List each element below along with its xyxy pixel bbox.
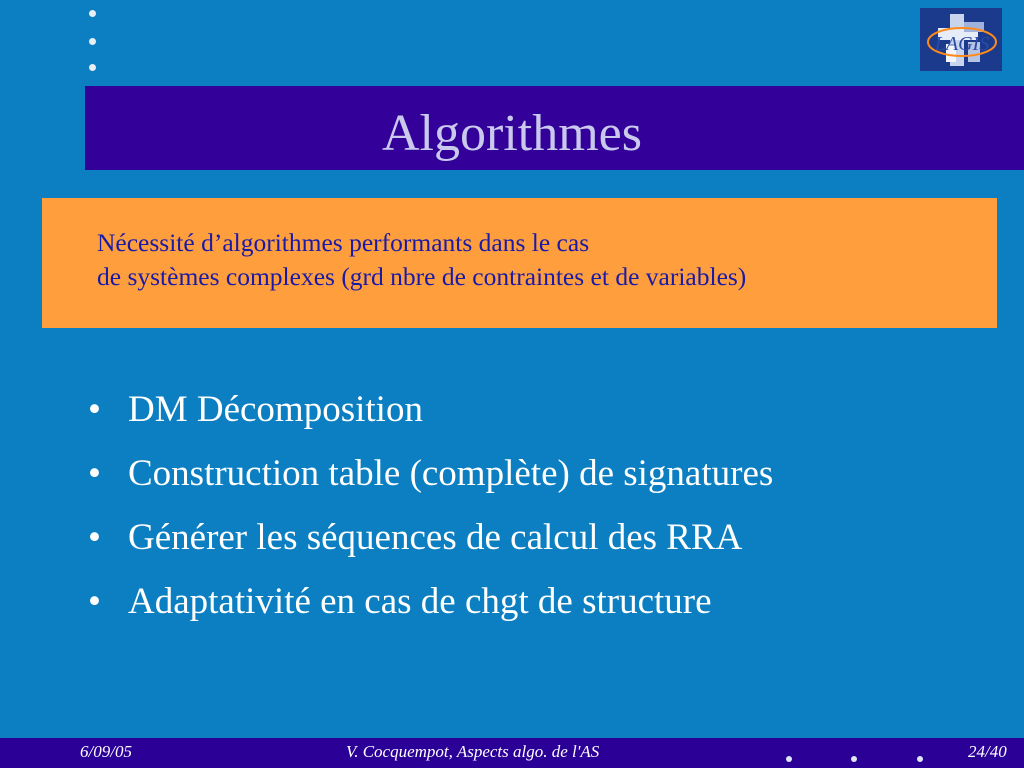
dot-icon: [917, 756, 923, 762]
footer-date: 6/09/05: [80, 742, 132, 761]
bullet-icon: •: [88, 517, 101, 558]
list-item-text: Construction table (complète) de signatures: [128, 453, 774, 494]
lagis-logo-icon: [920, 8, 1002, 71]
list-item-text: DM Décomposition: [128, 389, 423, 430]
callout-box: [42, 198, 997, 328]
list-item-text: Générer les séquences de calcul des RRA: [128, 517, 743, 558]
callout-line-1: Nécessité d’algorithmes performants dans le cas: [97, 228, 590, 257]
dot-icon: [89, 38, 96, 45]
bullet-icon: •: [88, 389, 101, 430]
callout-line-2: de systèmes complexes (grd nbre de contraintes et de variables): [97, 262, 747, 291]
logo-graphic: [920, 8, 1002, 71]
list-item: [88, 388, 773, 452]
list-item-text: Adaptativité en cas de chgt de structure: [128, 581, 712, 622]
dot-icon: [786, 756, 792, 762]
svg-text:LAGIS: LAGIS: [934, 33, 990, 55]
dot-icon: [89, 10, 96, 17]
list-item: [88, 580, 773, 644]
bullet-icon: •: [88, 581, 101, 622]
footer-author: V. Cocquempot, Aspects algo. de l'AS: [346, 742, 600, 761]
bullet-icon: •: [88, 453, 101, 494]
slide-title: Algorithmes: [382, 105, 642, 162]
dot-icon: [89, 64, 96, 71]
list-item: [88, 516, 773, 580]
bullet-list: [88, 388, 773, 644]
footer-bar: [0, 738, 1024, 768]
list-item: [88, 452, 773, 516]
decorative-dots-top: [89, 10, 99, 80]
dot-icon: [851, 756, 857, 762]
footer-page-number: 24/40: [968, 742, 1007, 761]
